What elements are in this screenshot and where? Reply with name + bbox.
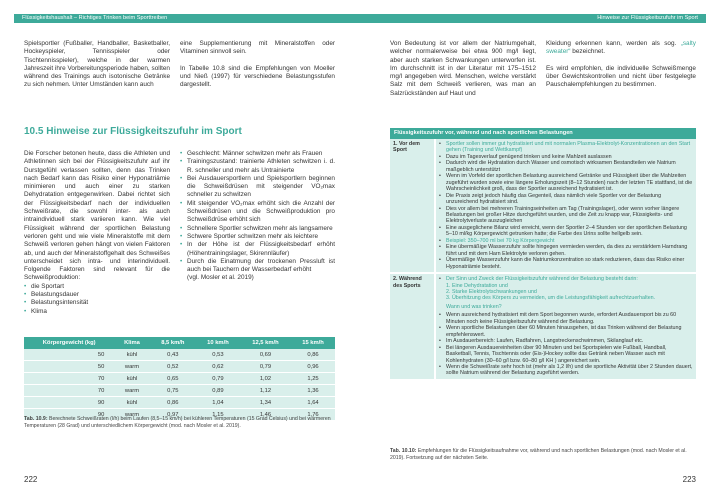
list-item: • Durch die Einatmung der trockenen Pressluft ist auch bei Tauchern der Wasserbedarf erhöht (180, 258, 335, 275)
during-sport-intro (439, 276, 693, 282)
table-cell: 1,15 (196, 409, 240, 421)
table-cell: 0,89 (196, 385, 240, 397)
table-cell: 0,97 (150, 409, 196, 421)
table-caption (390, 448, 696, 461)
intro-column-right (180, 40, 335, 89)
list-item: • Der Sinn und Zweck der Flüssigkeitszufuhr während der Belastung besteht darin: (439, 276, 693, 282)
list-item: • Wenn ausreichend hydratisiert mit dem Sport begonnen wurde, erfordert Ausdauersport bis zu 60 Minuten noch keine Flüssigkeitszufuhr während der Belastung. (439, 312, 693, 325)
caption-text: Empfehlungen für die Flüssigkeitsaufnahme vor, während und nach sportlichen Belastungen (mod. nach Mosler et al. 2019). Fortsetzung auf der nächsten Seite. (390, 448, 687, 461)
table-cell: 0,75 (150, 385, 196, 397)
column-header: 15 km/h (291, 337, 335, 349)
table-cell: 1,34 (240, 397, 291, 409)
table-cell: 0,79 (240, 361, 291, 373)
factor-list (24, 283, 170, 316)
sweat-rate-table (24, 337, 335, 421)
purpose-point: 1. Eine Dehydratation und (446, 282, 508, 289)
table-cell: warm (114, 385, 149, 397)
column-header: 10 km/h (196, 337, 240, 349)
intro-column-right (546, 40, 696, 89)
table-row (390, 139, 696, 273)
table-cell: kühl (114, 397, 149, 409)
running-header-right: Hinweise zur Flüssigkeitszufuhr im Sport (360, 14, 706, 23)
right-page (360, 0, 720, 490)
fluid-intake-table (390, 128, 696, 381)
intro-paragraph-cont: eine Supplementierung mit Mineralstoffen oder Vitaminen sinnvoll sein. (180, 40, 335, 56)
list-item: • Bei längeren Ausdauereinheiten über 90 Minuten und bei Sportspielen wie Fußball, Handball, Basketball, Tennis, Tischtennis oder (Eis-)Hockey sollte das Getränk neben Wasser auch mit Kohlenhydraten (30–60 g/l bzw. 60–80 g/l KH ) angereichert sein. (439, 345, 693, 364)
list-item: • Übermäßige Wasserzufuhr kann die Natriumkonzentration so stark reduzieren, dass das Risiko einer Hyponatriämie besteht. (439, 257, 693, 270)
table-cell: 0,52 (150, 361, 196, 373)
table-cell: kühl (114, 349, 149, 361)
table-cell: kühl (114, 373, 149, 385)
table-cell: 0,43 (150, 349, 196, 361)
page-number: 223 (682, 475, 696, 484)
list-item: • Beispiel: 350–700 ml bei 70 kg Körpergewicht (439, 238, 693, 244)
list-item: • Bei Ausdauersportlern und Spielsportlern beginnen die Schweißdrüsen mit steigender VO₂max schneller zu schwitzen (180, 175, 335, 200)
list-item: • Schwere Sportler schwitzen mehr als leichtere (180, 233, 335, 241)
page-number: 222 (24, 475, 38, 484)
table-header-row (24, 337, 335, 349)
list-item: • Die Praxis zeigt jedoch häufig das Gegenteil, dass nämlich viele Sportler vor der Belastung unzureichend hydratisiert sind. (439, 193, 693, 206)
body-column-right (180, 150, 335, 283)
table-reference-paragraph: In Tabelle 10.8 sind die Empfehlungen von Moeller und Nieß (1997) für verschiedene Belastungsstufen dargestellt. (180, 64, 335, 89)
list-item: • Sportler sollen immer gut hydratisiert und mit normalen Plasma-Elektrolyt-Konzentrationen an den Start gehen (Training und Wettkampf) (439, 141, 693, 154)
subheading: Wann und was trinken? (446, 303, 502, 310)
table-cell: 0,65 (150, 373, 196, 385)
column-header: 8,5 km/h (150, 337, 196, 349)
body-column-left (24, 150, 170, 316)
purpose-point: 3. Überhitzung des Körpers zu vermeiden, um die Leistungsfähigkeit aufrechtzuerhalten. (446, 295, 656, 302)
body-paragraph: Die Forscher betonen heute, dass die Athleten und Athletinnen sich bei der Flüssigkeitszufuhr auf ihr Durstgefühl verlassen sollten, denn das Trinken nach Bedarf kann das Risiko einer Hyponatriämie minimieren und auch einer zu starken Dehydratation entgegenwirken. Dabei richtet sich der Flüssigkeitsbedarf nach der individuellen Schweißrate, die sowohl inter- als auch intraindividuell stark variieren kann. Wie viel Flüssigkeit während der sportlichen Belastung verloren geht und wie viele Mineralstoffe mit dem Schweiß verloren gehen hängt von vielen Faktoren ab, und auch der Mineralstoffgehalt des Schweißes unterscheidet sich intra- und interindividuell. Folgende Faktoren sind relevant für die Schweißproduktion: (24, 150, 170, 282)
table-cell: 0,86 (150, 397, 196, 409)
column-header: Klima (114, 337, 149, 349)
table-cell: 0,79 (196, 373, 240, 385)
list-item: • Dies vor allem bei mehreren Trainingseinheiten am Tag (Trainingslager), oder wenn vorher längere Belastungen bei großer Hitze durchgeführt wurden, und die Zeit zu knapp war, Flüssigkeits- und Elektrolytverluste auszugleichen (439, 206, 693, 225)
table-cell: 0,86 (291, 349, 335, 361)
salty-sweater-paragraph (546, 40, 696, 57)
intro-paragraph: Von Bedeutung ist vor allem der Natriumgehalt, welcher normalerweise bei etwa 900 mg/l liegt, aber auch starken Schwankungen unterworfen ist. Im durchschnitt ist in der Literatur mit 175–1512 mg/l angegeben wird. Menschen, welche verstärkt Salz mit dem Schweiß verlieren, was man an Salzrückständen auf Haut und (390, 40, 536, 97)
table-cell: 1,02 (240, 373, 291, 385)
table-row (24, 397, 335, 409)
table-title: Flüssigkeitszufuhr vor, während und nach sportlichen Belastungen (390, 128, 696, 139)
list-item: • Eine übermäßige Wasserzufuhr sollte hingegen vermieden werden, da dies zu verstärktem Harndrang führt und mit dem Harn Elektrolyte verloren gehen. (439, 244, 693, 257)
citation: (vgl. Mosler et al. 2019) (187, 274, 254, 282)
during-sport-list (439, 312, 693, 377)
table-cell: warm (114, 361, 149, 373)
table-body (390, 139, 696, 381)
intro-column-left (390, 40, 536, 98)
table-cell: 90 (24, 409, 114, 421)
table-row (24, 385, 335, 397)
list-item: • Belastungsintensität (24, 299, 170, 307)
table-cell: 1,64 (291, 397, 335, 409)
intro-paragraph: Spielsportler (Fußballer, Handballer, Basketballer, Hockeyspieler, Tennisspieler oder Tischtennisspieler), welche in der warmen Jahreszeit ihre Vorbereitungsperiode haben, sollten während des Trainings auch isotonische Getränke zu sich nehmen. Unter Umständen kann auch (24, 40, 170, 89)
table-cell: 70 (24, 385, 114, 397)
list-item: • Eine ausgeglichene Bilanz wird erreicht, wenn der Sportler 2–4 Stunden vor der sportlichen Belastung 5–10 ml/kg Körpergewicht getrunken hatte; die Farbe des Urins sollte hellgelb sein. (439, 225, 693, 238)
intro-column-left (24, 40, 170, 90)
recommendation-paragraph: Es wird empfohlen, die individuelle Schweißmenge über Gewichtskontrollen und nicht über festgelegte Pauschalempfehlungen zu bestimmen. (546, 64, 696, 89)
text-span: bezeichnet. (570, 48, 605, 56)
factor-bullets (180, 150, 335, 274)
before-sport-list (439, 141, 693, 270)
table-cell: 0,96 (291, 361, 335, 373)
table-row (390, 273, 696, 380)
row-content (435, 273, 696, 380)
caption-label: Tab. 10.9: (24, 416, 48, 422)
table-caption (24, 416, 335, 429)
list-item: • Wenn im Vorfeld der sportlichen Belastung ausreichend Getränke und Flüssigkeit über die Mahlzeiten zugeführt wurden sowie eine längere Erholungszeit (8–12 Stunden) nach der letzten TE stattfand, ist die Wahrscheinlichkeit groß, dass der Sportler ausreichend hydratisiert ist. (439, 173, 693, 192)
list-item: • In der Höhe ist der Flüssigkeitsbedarf erhöht (Höhentrainingslager, Skirennläufer) (180, 241, 335, 258)
table-cell: warm (114, 409, 149, 421)
table-cell: 90 (24, 397, 114, 409)
table-cell: 1,04 (196, 397, 240, 409)
list-item: • Im Ausdauerbereich: Laufen, Radfahren, Langstreckenschwimmen, Skilanglauf etc. (439, 338, 693, 344)
column-header: 12,5 km/h (240, 337, 291, 349)
list-item: • Mit steigender VO₂max erhöht sich die Anzahl der Schweißdrüsen und die Schweißproduktion pro Schweißdrüse erhöht sich (180, 200, 335, 225)
table-cell: 1,76 (291, 409, 335, 421)
table-cell: 0,62 (196, 361, 240, 373)
list-item: • Belastungsdauer (24, 291, 170, 299)
highlight-term: „salty sweater“ (546, 40, 696, 56)
list-item: • die Sportart (24, 283, 170, 291)
list-item: • Wenn die Schweißrate sehr hoch ist (mehr als 1,2 l/h) und die sportliche Aktivität über 2 Stunden dauert, sollte Natrium während der Belastung zugeführt werden. (439, 364, 693, 377)
table-cell: 0,53 (196, 349, 240, 361)
table-cell: 50 (24, 361, 114, 373)
running-header-left: Flüssigkeitshaushalt – Richtiges Trinken beim Sporttreiben (14, 14, 360, 23)
table-cell: 1,36 (291, 385, 335, 397)
list-item: • Geschlecht: Männer schwitzen mehr als Frauen (180, 150, 335, 158)
table-cell: 50 (24, 349, 114, 361)
list-item: • Wenn sportliche Belastungen über 60 Minuten hinausgehen, ist das Trinken während der Belastung empfehlenswert. (439, 325, 693, 338)
list-item: • Trainingszustand: trainierte Athleten schwitzen i. d. R. schneller und mehr als Untrainierte (180, 158, 335, 175)
list-item: • Dazu im Tagesverlauf genügend trinken und keine Mahlzeit auslassen (439, 154, 693, 160)
table-cell: 1,46 (240, 409, 291, 421)
table-row (24, 349, 335, 361)
row-content (435, 139, 696, 273)
section-title: 10.5 Hinweise zur Flüssigkeitszufuhr im Sport (24, 126, 242, 137)
row-label: 1. Vor dem Sport (390, 139, 435, 273)
table-row (24, 361, 335, 373)
column-header: Körpergewicht (kg) (24, 337, 114, 349)
table-cell: 1,12 (240, 385, 291, 397)
list-item: • Schnellere Sportler schwitzen mehr als langsamere (180, 225, 335, 233)
list-item: • Klima (24, 308, 170, 316)
purpose-point: 2. Starke Elektrolytschwankungen und (446, 288, 537, 295)
table-cell: 1,25 (291, 373, 335, 385)
table-row (24, 373, 335, 385)
caption-text: Berechnete Schweißraten (l/h) beim Laufen (8,5–15 km/h) bei kühleren Temperaturen (15 Grad Celsius) und bei wärmeren Temperaturen (28 Grad) und unterschiedlichem Körpergewicht (mod. nach Mosler et al. 2019). (24, 416, 331, 429)
list-item: • Dadurch wird die Hydratation durch Wasser und osmotisch wirksamen Bestandteilen wie Natrium maßgeblich unterstützt (439, 160, 693, 173)
table-cell: 0,69 (240, 349, 291, 361)
caption-label: Tab. 10.10: (390, 448, 417, 454)
row-label: 2. Während des Sports (390, 273, 435, 380)
table-cell: 70 (24, 373, 114, 385)
text-span: Kleidung erkennen kann, werden als sog. (546, 40, 681, 47)
